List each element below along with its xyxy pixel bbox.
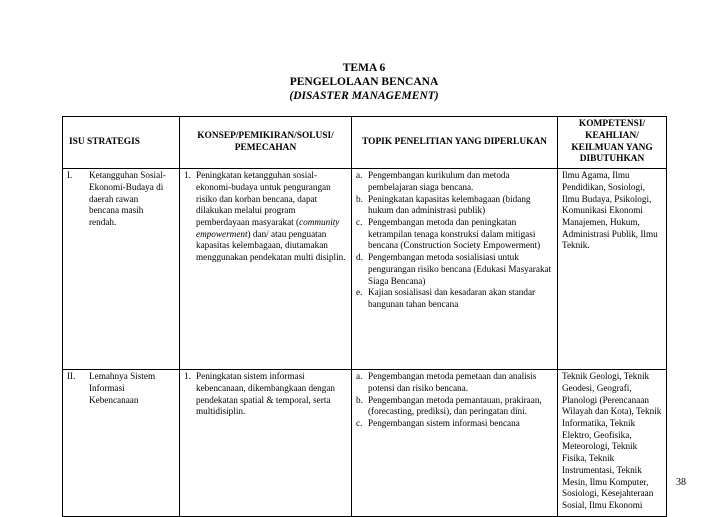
header-topik-penelitian: TOPIK PENELITIAN YANG DIPERLUKAN <box>352 117 558 169</box>
list-item: a. Pengembangan metoda pemetaan dan analisis potensi dan risiko bencana. <box>356 371 537 393</box>
list-item: c. Pengembangan sistem informasi bencana <box>356 418 520 428</box>
document-title: TEMA 6 <box>342 62 386 74</box>
konsep-cell <box>180 370 352 517</box>
isu-text: Lemahnya Sistem Informasi Kebencanaan <box>89 371 156 405</box>
list-item: a. Pengembangan kurikulum dan metoda pembelajaran siaga bencana. <box>356 170 510 192</box>
isu-text: Ketangguhan Sosial-Ekonomi-Budaya di daerah rawan bencana masih rendah. <box>89 170 166 227</box>
konsep-cell <box>180 169 352 370</box>
list-item: b. Peningkatan kapasitas kelembagaan (bidang hukum dan administrasi publik) <box>356 193 531 216</box>
row-number: II. <box>67 371 76 382</box>
konsep-number: 1. <box>184 170 191 181</box>
list-item: b. Pengembangan metoda pemantauan, prakiraan, (forecasting, prediksi), dan peringatan dini. <box>356 394 542 417</box>
list-item: d. Pengembangan metoda sosialisiasi untuk pengurangan risiko bencana (Edukasi Masyarakat Siaga Bencana) <box>356 252 552 286</box>
row-number: I. <box>67 170 73 181</box>
isu-cell <box>63 370 180 517</box>
konsep-text: Peningkatan ketangguhan sosial-ekonomi-budaya untuk pengurangan risiko dan korban bencana, dapat dilakukan melalui program pemberdayaan masyarakat (community empowerment) dan/ atau penguatan kapasitas kelembagaan, diutamakan menggunakan pendekatan multi disiplin. <box>196 170 346 263</box>
topik-cell <box>352 370 558 517</box>
kompetensi-cell: Teknik Geologi, Teknik Geodesi, Geografi, Planologi (Perencanaan Wilayah dan Kota), Teknik Informatika, Teknik Elektro, Geofisika, Meteorologi, Teknik Fisika, Teknik Instrumentasi, Teknik Mesin, Ilmu Komputer, Sosiologi, Kesejahteraan Sosial, Ilmu Ekonomi <box>558 370 667 517</box>
table-row <box>63 370 667 517</box>
header-kompetensi: KOMPETENSI/ KEAHLIAN/ KEILMUAN YANG DIBUTUHKAN <box>558 117 667 169</box>
research-theme-table <box>62 116 667 517</box>
document-subtitle-english: (DISASTER MANAGEMENT) <box>289 90 439 102</box>
table-row <box>63 169 667 370</box>
page-number: 38 <box>676 477 686 488</box>
topik-cell <box>352 169 558 370</box>
konsep-text: Peningkatan sistem informasi kebencanaan, dikembangkaan dengan pendekatan spatial & temporal, serta multidisiplin. <box>196 371 336 417</box>
konsep-italic-term: community empowerment <box>196 217 340 239</box>
list-item: e. Kajian sosialisasi dan kesadaran akan standar bangunan tahan bencana <box>356 287 536 309</box>
kompetensi-cell: Ilmu Agama, Ilmu Pendidikan, Sosiologi, Ilmu Budaya, Psikologi, Komunikasi Ekonomi Manajemen, Hukum, Administrasi Publik, Ilmu Teknik. <box>558 169 667 370</box>
document-subtitle: PENGELOLAAN BENCANA <box>289 76 439 88</box>
konsep-number: 1. <box>184 371 191 382</box>
table-header-row <box>63 117 667 169</box>
header-isu-strategis: ISU STRATEGIS <box>63 117 180 169</box>
header-konsep: KONSEP/PEMIKIRAN/SOLUSI/ PEMECAHAN <box>180 117 352 169</box>
isu-cell <box>63 169 180 370</box>
list-item: c. Pengembangan metoda dan peningkatan ketrampilan tenaga konstruksi dalam mitigasi bencana (Construction Society Empowerment) <box>356 217 541 251</box>
